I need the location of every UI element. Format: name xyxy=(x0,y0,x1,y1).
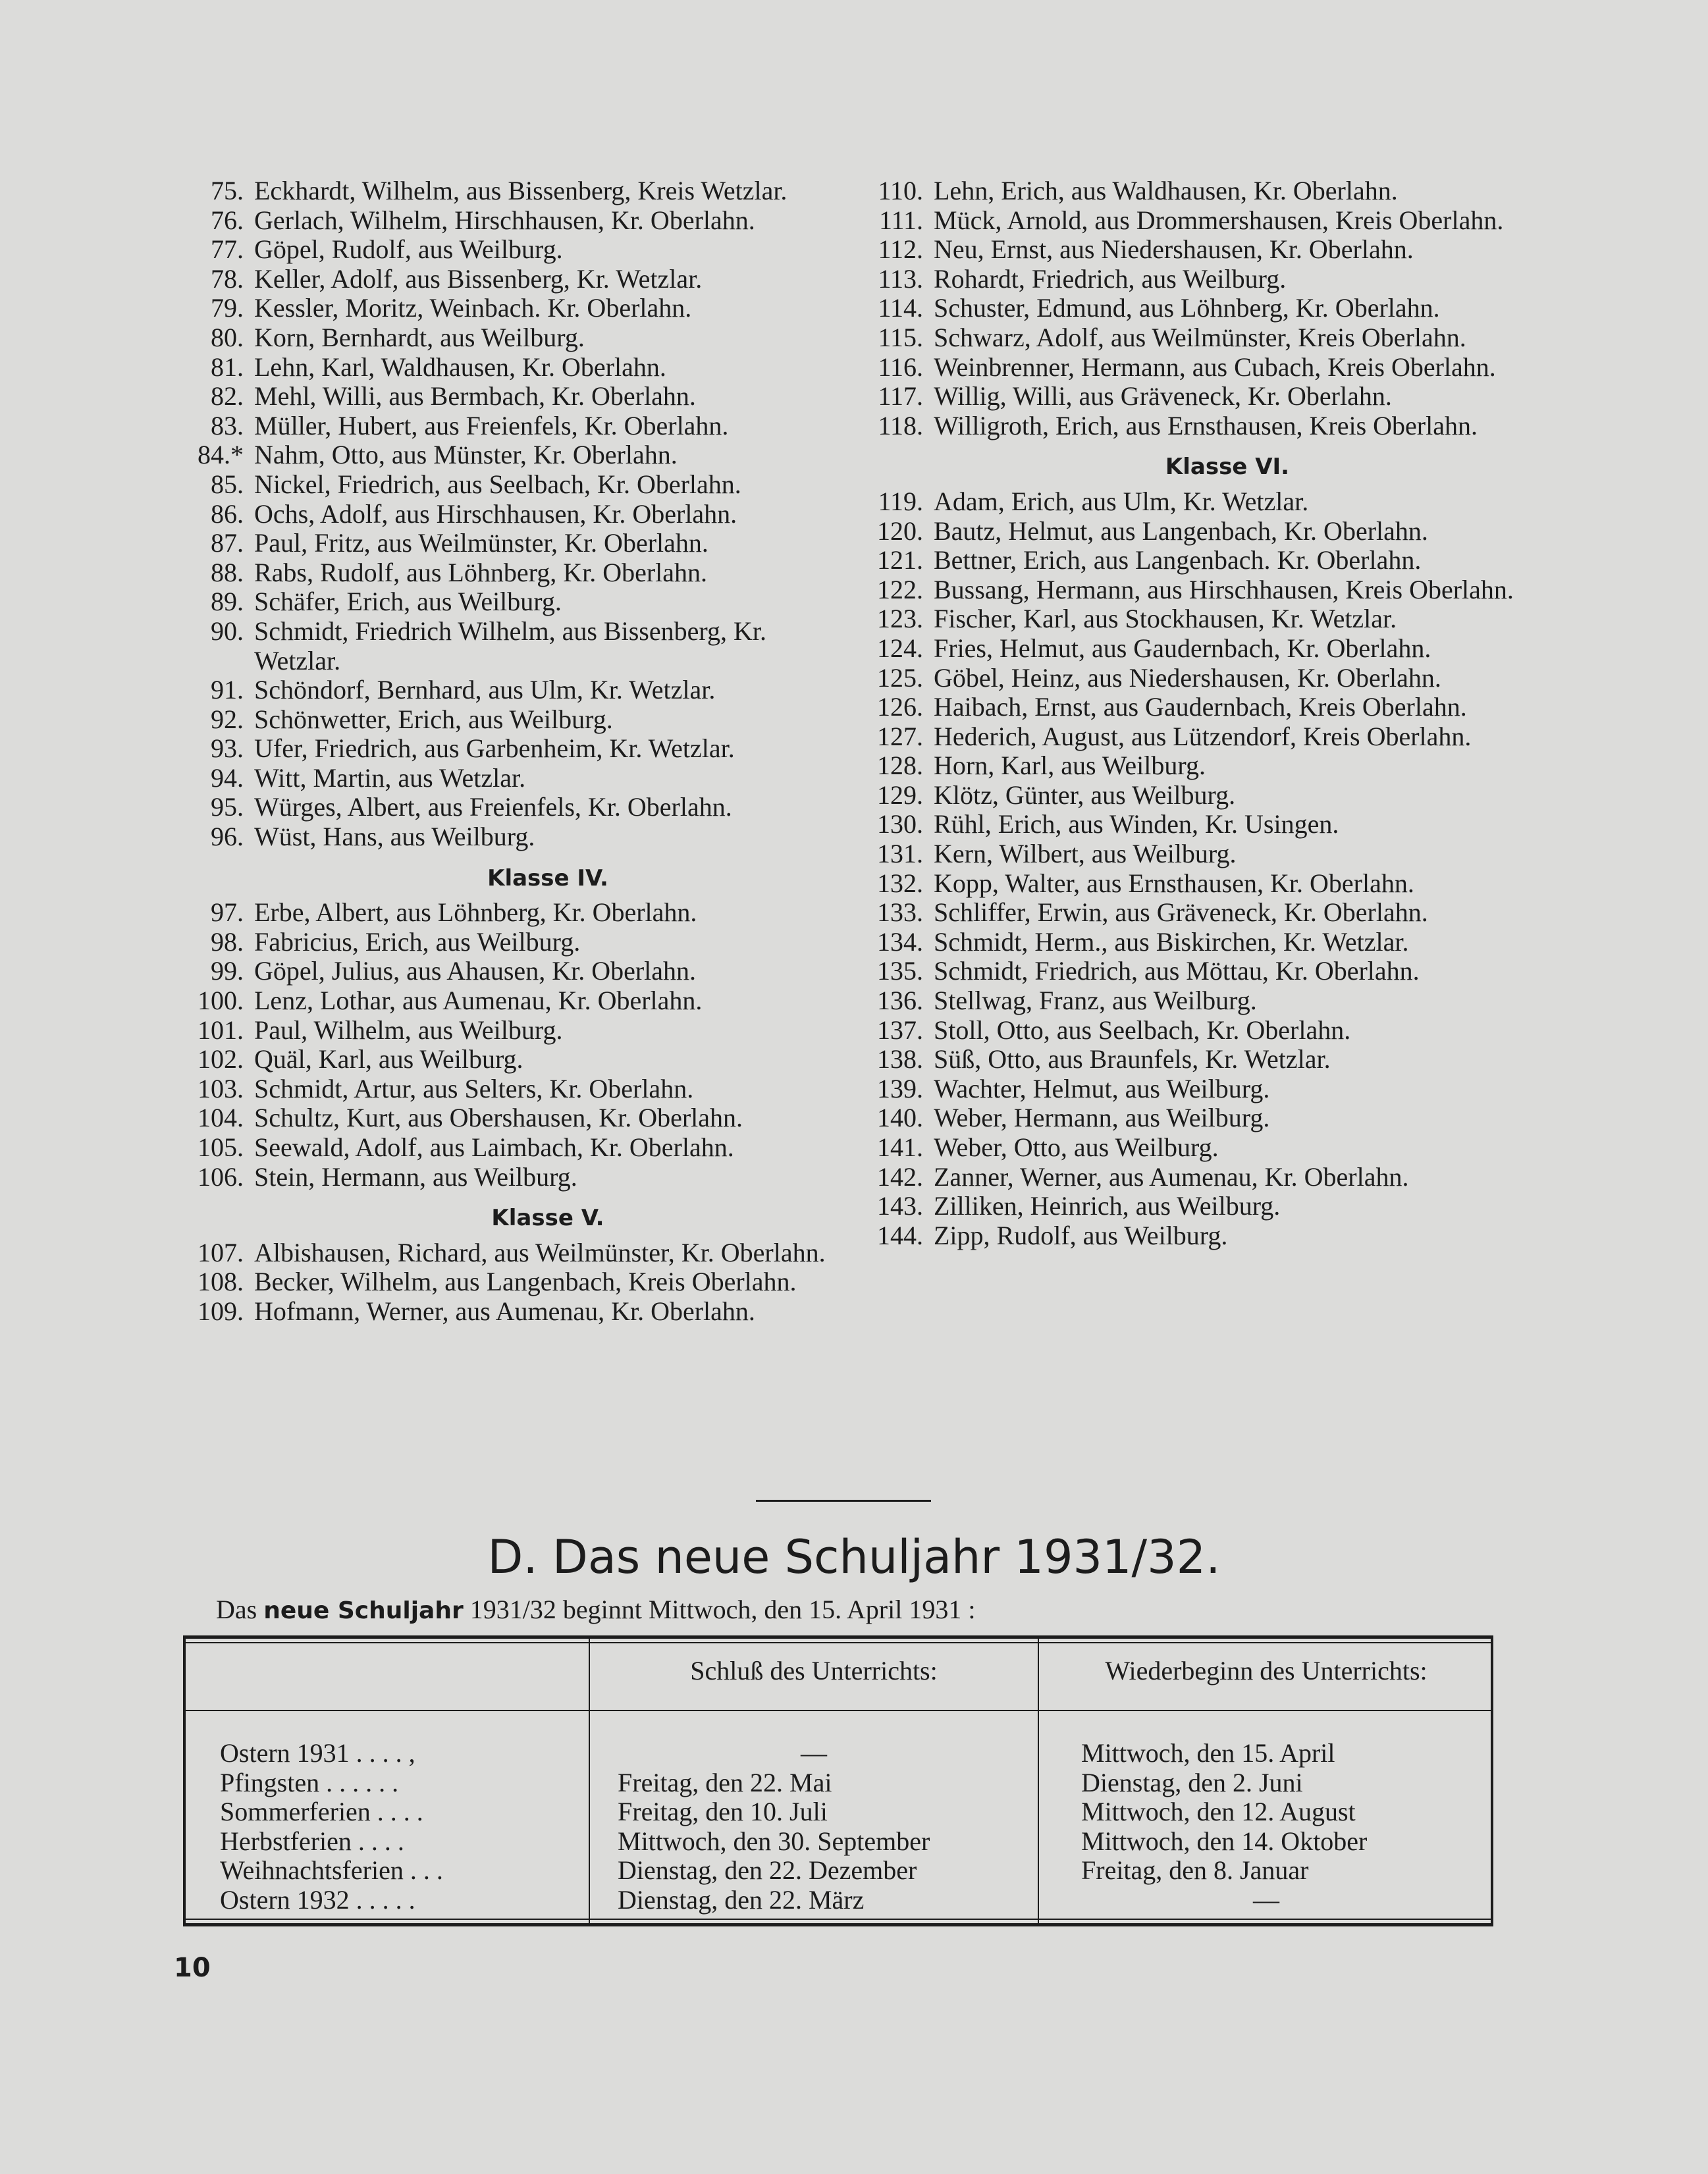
student-entry xyxy=(856,575,1521,605)
holiday-name: Weihnachtsferien . . . xyxy=(220,1855,443,1885)
student-entry xyxy=(856,1045,1521,1074)
student-number: 117. xyxy=(878,381,923,411)
student-number: 106. xyxy=(198,1161,244,1192)
student-number: 120. xyxy=(877,516,923,546)
student-entry xyxy=(176,822,841,852)
table-header-rule xyxy=(186,1710,1491,1711)
holiday-restart-date: Dienstag, den 2. Juni xyxy=(1081,1767,1303,1797)
student-number: 135. xyxy=(877,956,923,986)
student-entry xyxy=(176,440,841,470)
student-entry xyxy=(856,957,1521,986)
student-name: Nickel, Friedrich, aus Seelbach, Kr. Oberlahn. xyxy=(254,469,741,499)
student-number: 131. xyxy=(877,839,923,869)
student-name: Weinbrenner, Hermann, aus Cubach, Kreis Oberlahn. xyxy=(934,352,1496,382)
student-name: Schliffer, Erwin, aus Gräveneck, Kr. Oberlahn. xyxy=(934,897,1428,928)
student-entry xyxy=(856,235,1521,265)
student-number: 107. xyxy=(198,1237,244,1267)
student-name: Korn, Bernhardt, aus Weilburg. xyxy=(254,322,585,352)
student-name: Witt, Martin, aus Wetzlar. xyxy=(254,762,526,793)
student-number: 89. xyxy=(211,587,244,617)
student-entry xyxy=(856,928,1521,957)
student-name: Ochs, Adolf, aus Hirschhausen, Kr. Oberlahn. xyxy=(254,498,737,529)
student-name: Lehn, Karl, Waldhausen, Kr. Oberlahn. xyxy=(254,352,666,382)
student-name: Rabs, Rudolf, aus Löhnberg, Kr. Oberlahn. xyxy=(254,557,708,587)
holiday-restart-date: Freitag, den 8. Januar xyxy=(1081,1855,1309,1885)
student-entry xyxy=(176,957,841,986)
student-name: Erbe, Albert, aus Löhnberg, Kr. Oberlahn. xyxy=(254,897,697,928)
student-entry xyxy=(856,1016,1521,1046)
student-entry xyxy=(856,487,1521,517)
student-entry xyxy=(856,1133,1521,1163)
holiday-name: Herbstferien . . . . xyxy=(220,1826,404,1856)
student-name: Schöndorf, Bernhard, aus Ulm, Kr. Wetzlar. xyxy=(254,675,716,705)
table-double-rule-bottom xyxy=(186,1919,1491,1920)
student-number: 128. xyxy=(877,751,923,781)
student-name: Rohardt, Friedrich, aus Weilburg. xyxy=(934,263,1287,294)
student-entry xyxy=(856,323,1521,353)
class-heading: Klasse VI. xyxy=(1165,454,1290,481)
holiday-end-date: — xyxy=(801,1738,827,1768)
student-number: 126. xyxy=(877,692,923,722)
student-name: Lehn, Erich, aus Waldhausen, Kr. Oberlahn. xyxy=(934,176,1398,205)
section-divider xyxy=(756,1500,931,1502)
student-number: 100. xyxy=(198,986,244,1016)
section-intro xyxy=(216,1593,975,1628)
student-entry xyxy=(176,1297,841,1327)
student-entry xyxy=(176,353,841,383)
student-number: 130. xyxy=(877,809,923,839)
student-name: Weber, Otto, aus Weilburg. xyxy=(934,1132,1219,1162)
student-entry xyxy=(176,206,841,236)
student-name: Becker, Wilhelm, aus Langenbach, Kreis Oberlahn. xyxy=(254,1267,797,1297)
holiday-end-date: Mittwoch, den 30. September xyxy=(618,1826,930,1856)
student-name: Müller, Hubert, aus Freienfels, Kr. Oberlahn. xyxy=(254,410,729,440)
student-entry xyxy=(856,634,1521,664)
holiday-name: Ostern 1932 . . . . . xyxy=(220,1884,415,1915)
student-entry xyxy=(856,604,1521,634)
student-number: 140. xyxy=(877,1103,923,1133)
student-entry xyxy=(856,411,1521,441)
student-entry xyxy=(176,1103,841,1133)
student-name: Stein, Hermann, aus Weilburg. xyxy=(254,1161,577,1192)
page-number: 10 xyxy=(174,1953,211,1983)
student-name: Kessler, Moritz, Weinbach. Kr. Oberlahn. xyxy=(254,293,692,323)
student-name: Keller, Adolf, aus Bissenberg, Kr. Wetzlar. xyxy=(254,263,703,294)
student-name: Weber, Hermann, aus Weilburg. xyxy=(934,1103,1270,1133)
student-entry xyxy=(856,353,1521,383)
student-name: Willigroth, Erich, aus Ernsthausen, Kreis Oberlahn. xyxy=(934,410,1478,440)
student-number: 93. xyxy=(211,733,244,764)
student-list-right-column xyxy=(856,176,1521,1250)
student-number: 110. xyxy=(878,176,923,205)
table-header-end: Schluß des Unterrichts: xyxy=(690,1656,938,1685)
student-number: 123. xyxy=(877,604,923,634)
holiday-end-date: Dienstag, den 22. Dezember xyxy=(618,1855,917,1885)
student-entry xyxy=(176,323,841,353)
student-number: 141. xyxy=(877,1132,923,1162)
class-heading: Klasse V. xyxy=(491,1205,604,1232)
student-entry xyxy=(176,1238,841,1268)
student-number: 81. xyxy=(211,352,244,382)
student-number: 144. xyxy=(877,1220,923,1250)
student-number: 113. xyxy=(878,263,923,294)
student-number: 75. xyxy=(211,176,244,205)
student-name: Neu, Ernst, aus Niedershausen, Kr. Oberlahn. xyxy=(934,234,1414,265)
student-number: 142. xyxy=(877,1161,923,1192)
student-name: Rühl, Erich, aus Winden, Kr. Usingen. xyxy=(934,809,1339,839)
student-number: 132. xyxy=(877,868,923,898)
student-name: Schäfer, Erich, aus Weilburg. xyxy=(254,587,562,617)
student-number: 78. xyxy=(211,263,244,294)
student-entry xyxy=(176,558,841,588)
student-name: Göpel, Rudolf, aus Weilburg. xyxy=(254,234,563,265)
student-name: Paul, Wilhelm, aus Weilburg. xyxy=(254,1015,563,1045)
student-name: Göpel, Julius, aus Ahausen, Kr. Oberlahn. xyxy=(254,956,697,986)
student-entry xyxy=(176,1016,841,1046)
student-entry xyxy=(856,869,1521,899)
holiday-end-date: Freitag, den 22. Mai xyxy=(618,1767,832,1797)
student-number: 86. xyxy=(211,498,244,529)
student-name: Mück, Arnold, aus Drommershausen, Kreis Oberlahn. xyxy=(934,205,1504,235)
student-entry xyxy=(856,1103,1521,1133)
student-name: Schmidt, Friedrich Wilhelm, aus Bissenberg, Kr. Wetzlar. xyxy=(254,616,766,676)
student-entry xyxy=(176,587,841,617)
student-number: 76. xyxy=(211,205,244,235)
student-number: 119. xyxy=(878,486,923,516)
student-name: Adam, Erich, aus Ulm, Kr. Wetzlar. xyxy=(934,486,1309,516)
student-number: 82. xyxy=(211,381,244,411)
student-number: 87. xyxy=(211,528,244,558)
student-number: 133. xyxy=(877,897,923,928)
student-entry xyxy=(176,470,841,500)
student-name: Zipp, Rudolf, aus Weilburg. xyxy=(934,1220,1228,1250)
student-entry xyxy=(856,839,1521,869)
student-entry xyxy=(176,928,841,957)
student-number: 138. xyxy=(877,1044,923,1074)
student-entry xyxy=(856,751,1521,781)
student-name: Zilliken, Heinrich, aus Weilburg. xyxy=(934,1191,1281,1221)
student-entry xyxy=(176,294,841,323)
student-number: 83. xyxy=(211,410,244,440)
student-number: 95. xyxy=(211,792,244,822)
student-entry xyxy=(176,898,841,928)
student-name: Bautz, Helmut, aus Langenbach, Kr. Oberlahn. xyxy=(934,516,1428,546)
student-number: 134. xyxy=(877,926,923,957)
student-number: 79. xyxy=(211,293,244,323)
student-name: Stellwag, Franz, aus Weilburg. xyxy=(934,986,1257,1016)
student-name: Hofmann, Werner, aus Aumenau, Kr. Oberlahn. xyxy=(254,1296,755,1326)
student-entry xyxy=(856,1163,1521,1192)
student-name: Quäl, Karl, aus Weilburg. xyxy=(254,1044,523,1074)
student-number: 115. xyxy=(878,322,923,352)
student-name: Ufer, Friedrich, aus Garbenheim, Kr. Wetzlar. xyxy=(254,733,735,764)
student-number: 121. xyxy=(877,545,923,575)
student-entry xyxy=(856,722,1521,752)
student-name: Fischer, Karl, aus Stockhausen, Kr. Wetzlar. xyxy=(934,604,1397,634)
student-number: 122. xyxy=(877,574,923,604)
student-number: 136. xyxy=(877,986,923,1016)
student-number: 116. xyxy=(878,352,923,382)
student-entry xyxy=(176,235,841,265)
holiday-restart-date: Mittwoch, den 12. August xyxy=(1081,1797,1356,1826)
student-entry xyxy=(856,986,1521,1016)
student-number: 112. xyxy=(878,234,923,265)
student-name: Fabricius, Erich, aus Weilburg. xyxy=(254,926,581,957)
student-number: 105. xyxy=(198,1132,244,1162)
student-number: 90. xyxy=(211,616,244,646)
student-name: Stoll, Otto, aus Seelbach, Kr. Oberlahn. xyxy=(934,1015,1351,1045)
student-name: Schwarz, Adolf, aus Weilmünster, Kreis Oberlahn. xyxy=(934,322,1466,352)
student-entry xyxy=(176,1133,841,1163)
student-entry xyxy=(176,411,841,441)
student-entry xyxy=(856,176,1521,206)
student-number: 91. xyxy=(211,675,244,705)
holiday-table xyxy=(183,1635,1493,1926)
holiday-restart-date: — xyxy=(1253,1884,1279,1915)
student-name: Gerlach, Wilhelm, Hirschhausen, Kr. Oberlahn. xyxy=(254,205,755,235)
holiday-restart-date: Mittwoch, den 14. Oktober xyxy=(1081,1826,1368,1856)
student-number: 84.* xyxy=(198,440,244,470)
holiday-end-date: Freitag, den 10. Juli xyxy=(618,1797,828,1826)
holiday-name: Ostern 1931 . . . . , xyxy=(220,1738,415,1768)
student-entry xyxy=(176,734,841,764)
student-name: Horn, Karl, aus Weilburg. xyxy=(934,751,1206,781)
intro-text-start: Das xyxy=(216,1595,257,1624)
student-name: Göbel, Heinz, aus Niedershausen, Kr. Oberlahn. xyxy=(934,662,1441,693)
student-number: 98. xyxy=(211,926,244,957)
student-entry xyxy=(856,517,1521,546)
student-entry xyxy=(856,693,1521,722)
student-entry xyxy=(856,664,1521,693)
student-name: Wachter, Helmut, aus Weilburg. xyxy=(934,1073,1270,1103)
student-name: Schmidt, Artur, aus Selters, Kr. Oberlahn. xyxy=(254,1073,694,1103)
student-name: Eckhardt, Wilhelm, aus Bissenberg, Kreis Wetzlar. xyxy=(254,176,787,205)
student-name: Paul, Fritz, aus Weilmünster, Kr. Oberlahn. xyxy=(254,528,708,558)
student-number: 97. xyxy=(211,897,244,928)
intro-text-end: 1931/32 beginnt Mittwoch, den 15. April 1931 : xyxy=(469,1595,976,1624)
student-entry xyxy=(176,265,841,294)
student-entry xyxy=(856,781,1521,810)
holiday-name: Sommerferien . . . . xyxy=(220,1797,423,1826)
student-name: Schultz, Kurt, aus Obershausen, Kr. Oberlahn. xyxy=(254,1103,743,1133)
section-heading: D. Das neue Schuljahr 1931/32. xyxy=(487,1530,1221,1584)
holiday-end-date: Dienstag, den 22. März xyxy=(618,1884,865,1915)
student-entry xyxy=(176,382,841,411)
student-name: Würges, Albert, aus Freienfels, Kr. Oberlahn. xyxy=(254,792,732,822)
student-entry xyxy=(176,676,841,705)
student-name: Zanner, Werner, aus Aumenau, Kr. Oberlahn. xyxy=(934,1161,1409,1192)
student-number: 99. xyxy=(211,956,244,986)
student-number: 92. xyxy=(211,704,244,734)
student-entry xyxy=(856,1221,1521,1251)
student-entry xyxy=(856,898,1521,928)
student-name: Seewald, Adolf, aus Laimbach, Kr. Oberlahn. xyxy=(254,1132,734,1162)
student-entry xyxy=(176,1267,841,1297)
student-number: 104. xyxy=(198,1103,244,1133)
student-name: Schmidt, Herm., aus Biskirchen, Kr. Wetzlar. xyxy=(934,926,1409,957)
student-entry xyxy=(856,1074,1521,1104)
student-name: Kopp, Walter, aus Ernsthausen, Kr. Oberlahn. xyxy=(934,868,1414,898)
student-entry xyxy=(176,529,841,558)
student-name: Mehl, Willi, aus Bermbach, Kr. Oberlahn. xyxy=(254,381,696,411)
student-name: Bettner, Erich, aus Langenbach. Kr. Oberlahn. xyxy=(934,545,1422,575)
student-number: 118. xyxy=(878,410,923,440)
student-name: Schönwetter, Erich, aus Weilburg. xyxy=(254,704,613,734)
student-number: 137. xyxy=(877,1015,923,1045)
student-entry xyxy=(856,206,1521,236)
student-number: 101. xyxy=(198,1015,244,1045)
student-entry xyxy=(856,1192,1521,1221)
student-name: Schmidt, Friedrich, aus Möttau, Kr. Oberlahn. xyxy=(934,956,1420,986)
student-name: Süß, Otto, aus Braunfels, Kr. Wetzlar. xyxy=(934,1044,1331,1074)
holiday-name: Pfingsten . . . . . . xyxy=(220,1767,399,1797)
student-number: 114. xyxy=(878,293,923,323)
student-entry xyxy=(176,500,841,529)
student-entry xyxy=(176,764,841,793)
student-name: Klötz, Günter, aus Weilburg. xyxy=(934,780,1236,810)
student-number: 124. xyxy=(877,633,923,663)
student-entry xyxy=(856,546,1521,575)
student-number: 77. xyxy=(211,234,244,265)
student-name: Willig, Willi, aus Gräveneck, Kr. Oberlahn. xyxy=(934,381,1392,411)
student-name: Hederich, August, aus Lützendorf, Kreis Oberlahn. xyxy=(934,721,1472,751)
student-entry xyxy=(176,1045,841,1074)
student-number: 102. xyxy=(198,1044,244,1074)
student-name: Lenz, Lothar, aus Aumenau, Kr. Oberlahn. xyxy=(254,986,703,1016)
student-number: 88. xyxy=(211,557,244,587)
student-number: 139. xyxy=(877,1073,923,1103)
student-number: 96. xyxy=(211,822,244,852)
student-name: Albishausen, Richard, aus Weilmünster, Kr. Oberlahn. xyxy=(254,1237,826,1267)
student-name: Kern, Wilbert, aus Weilburg. xyxy=(934,839,1237,869)
student-name: Nahm, Otto, aus Münster, Kr. Oberlahn. xyxy=(254,440,678,470)
student-entry xyxy=(176,705,841,735)
student-name: Haibach, Ernst, aus Gaudernbach, Kreis Oberlahn. xyxy=(934,692,1467,722)
student-number: 125. xyxy=(877,662,923,693)
student-number: 94. xyxy=(211,762,244,793)
student-entry xyxy=(176,793,841,822)
student-entry xyxy=(176,986,841,1016)
student-number: 127. xyxy=(877,721,923,751)
student-entry xyxy=(856,810,1521,839)
student-number: 143. xyxy=(877,1191,923,1221)
student-entry xyxy=(176,176,841,206)
student-number: 109. xyxy=(198,1296,244,1326)
holiday-restart-date: Mittwoch, den 15. April xyxy=(1081,1738,1335,1768)
student-number: 80. xyxy=(211,322,244,352)
student-number: 129. xyxy=(877,780,923,810)
student-number: 103. xyxy=(198,1073,244,1103)
student-name: Bussang, Hermann, aus Hirschhausen, Kreis Oberlahn. xyxy=(934,574,1514,604)
student-number: 111. xyxy=(878,205,923,235)
student-number: 108. xyxy=(198,1267,244,1297)
student-entry xyxy=(856,294,1521,323)
intro-bold-text: neue Schuljahr xyxy=(263,1597,464,1624)
student-name: Fries, Helmut, aus Gaudernbach, Kr. Oberlahn. xyxy=(934,633,1431,663)
class-heading: Klasse IV. xyxy=(487,864,608,891)
student-entry xyxy=(856,382,1521,411)
student-entry xyxy=(856,265,1521,294)
table-header-restart: Wiederbeginn des Unterrichts: xyxy=(1105,1656,1428,1685)
student-name: Wüst, Hans, aus Weilburg. xyxy=(254,822,535,852)
student-entry xyxy=(176,1074,841,1104)
student-name: Schuster, Edmund, aus Löhnberg, Kr. Oberlahn. xyxy=(934,293,1440,323)
student-number: 85. xyxy=(211,469,244,499)
student-list-left-column xyxy=(176,176,841,1327)
student-entry xyxy=(176,617,841,676)
student-entry xyxy=(176,1163,841,1192)
table-double-rule-top xyxy=(186,1642,1491,1643)
